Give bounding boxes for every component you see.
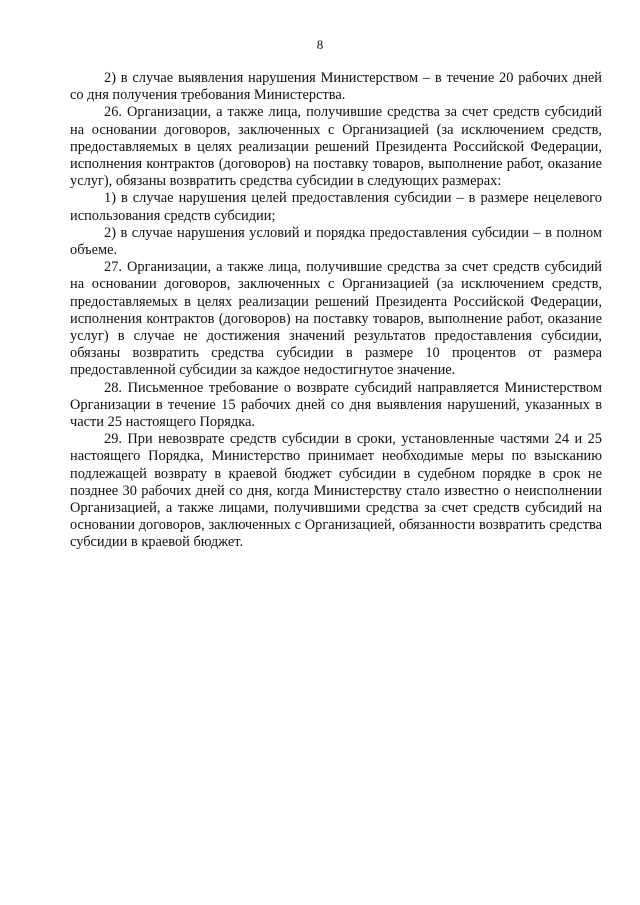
paragraph-25-item-2: 2) в случае выявления нарушения Министерством – в течение 20 рабочих дней со дня получения требования Министерства. — [70, 70, 602, 104]
paragraph-27: 27. Организации, а также лица, получившие средства за счет средств субсидий на основании договоров, заключенных с Организацией (за исключением средств, предоставляемых в целях реализации решений Президента Российской Федерации, исполнения контрактов (договоров) на поставку товаров, выполнение работ, оказание услуг) в случае не достижения значений результатов предоставления субсидии, обязаны возвратить средства субсидии в размере 10 процентов от размера предоставленной субсидии за каждое недостигнутое значение. — [70, 259, 602, 379]
paragraph-26-item-2: 2) в случае нарушения условий и порядка предоставления субсидии – в полном объеме. — [70, 224, 602, 259]
paragraph-26-item-1: 1) в случае нарушения целей предоставления субсидии – в размере нецелевого использования средств субсидии; — [70, 190, 602, 224]
paragraph-28: 28. Письменное требование о возврате субсидий направляется Министерством Организации в течение 15 рабочих дней со дня выявления нарушений, указанных в части 25 настоящего Порядка. — [70, 379, 602, 431]
page-number: 8 — [316, 37, 324, 52]
document-body — [70, 70, 602, 552]
paragraph-26: 26. Организации, а также лица, получившие средства за счет средств субсидий на основании договоров, заключенных с Организацией (за исключением средств, предоставляемых в целях реализации решений Президента Российской Федерации, исполнения контрактов (договоров) на поставку товаров, выполнение работ, оказание услуг), обязаны возвратить средства субсидии в следующих размерах: — [70, 104, 602, 190]
paragraph-29: 29. При невозврате средств субсидии в сроки, установленные частями 24 и 25 настоящего Порядка, Министерство принимает необходимые меры по взысканию подлежащей возврату в краевой бюджет субсидии в судебном порядке в срок не позднее 30 рабочих дней со дня, когда Министерству стало известно о неисполнении Организацией, а также лицами, получившими средства за счет средств субсидий на основании договоров, заключенных с Организацией, обязанности возвратить средства субсидии в краевой бюджет. — [70, 431, 602, 551]
